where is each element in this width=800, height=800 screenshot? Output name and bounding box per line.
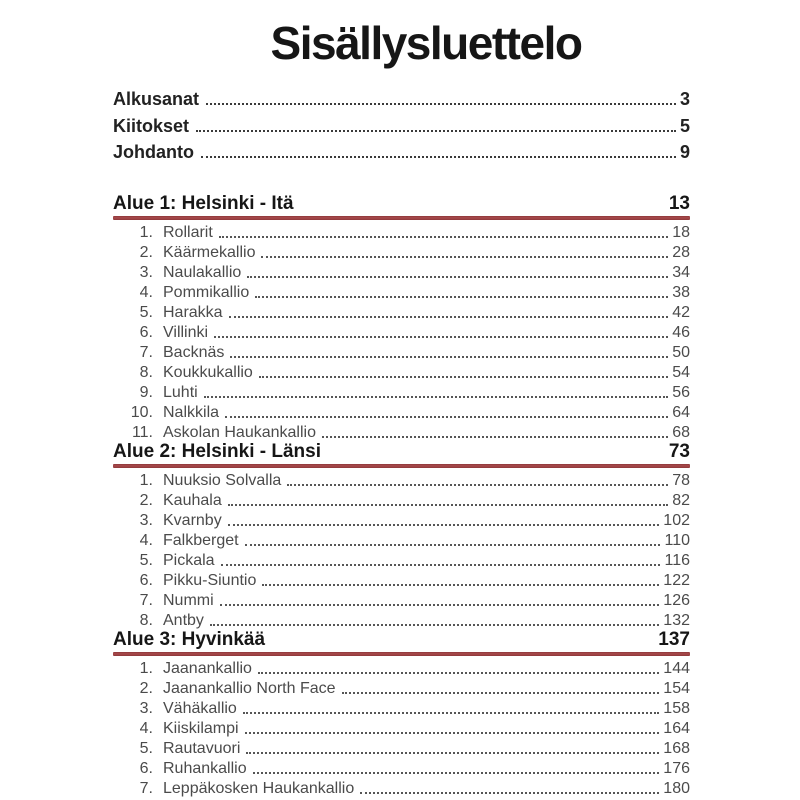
dot-leader [255,296,668,298]
item-title: Naulakallio [163,263,242,281]
item-number: 3. [139,263,153,281]
dot-leader [245,544,661,546]
section-title: Alue 3: Hyvinkää [113,628,266,650]
toc-item-row [113,530,690,550]
toc-item-row [113,322,690,342]
item-number: 6. [139,571,153,589]
item-page-number: 102 [663,511,690,529]
front-matter-page-number: 9 [679,141,690,162]
item-title: Ruhankallio [163,759,247,777]
toc-item-row [113,282,690,302]
item-number: 5. [139,303,153,321]
dot-leader [219,236,668,238]
section-page-number: 13 [668,192,690,214]
item-title: Harakka [163,303,223,321]
dot-leader [196,130,676,132]
toc-item-row [113,718,690,738]
item-title: Kiiskilampi [163,719,239,737]
section-item-list [113,222,690,442]
toc-item-row [113,402,690,422]
dot-leader [206,103,676,105]
section-page-number: 73 [668,440,690,462]
item-number: 3. [139,511,153,529]
toc-item-row [113,570,690,590]
item-page-number: 18 [672,223,690,241]
dot-leader [261,256,668,258]
item-page-number: 50 [672,343,690,361]
item-number: 2. [139,491,153,509]
item-title: Leppäkosken Haukankallio [163,779,355,797]
item-number: 7. [139,591,153,609]
item-title: Käärmekallio [163,243,256,261]
item-page-number: 122 [663,571,690,589]
dot-leader [247,276,668,278]
item-number: 8. [139,611,153,629]
item-number: 4. [139,531,153,549]
item-page-number: 42 [672,303,690,321]
item-page-number: 34 [672,263,690,281]
dot-leader [210,624,659,626]
item-page-number: 68 [672,423,690,441]
item-title: Koukkukallio [163,363,253,381]
section-title: Alue 2: Helsinki - Länsi [113,440,321,462]
toc-item-row [113,470,690,490]
dot-leader [201,156,676,158]
item-page-number: 56 [672,383,690,401]
dot-leader [221,564,661,566]
toc-item-row [113,302,690,322]
section-header [113,192,690,214]
front-matter-label: Johdanto [113,141,194,162]
item-title: Villinki [163,323,209,341]
item-title: Backnäs [163,343,225,361]
front-matter-row [113,137,690,163]
section-divider-rule [113,216,690,220]
item-number: 11. [131,423,153,441]
front-matter-list [113,84,690,163]
item-title: Rollarit [163,223,213,241]
toc-item-row [113,738,690,758]
front-matter-row [113,110,690,136]
dot-leader [214,336,668,338]
toc-item-row [113,422,690,442]
front-matter-page-number: 3 [679,89,690,110]
section-divider-rule [113,652,690,656]
dot-leader [253,772,660,774]
section-header [113,440,690,462]
page-title: Sisällysluettelo [270,17,582,69]
toc-item-row [113,382,690,402]
item-number: 7. [139,343,153,361]
section-title: Alue 1: Helsinki - Itä [113,192,294,214]
section-item-list [113,470,690,630]
item-page-number: 54 [672,363,690,381]
item-title: Luhti [163,383,198,401]
dot-leader [243,712,659,714]
dot-leader [287,484,668,486]
toc-item-row [113,778,690,798]
dot-leader [228,504,668,506]
item-page-number: 116 [664,551,690,569]
section-page-number: 137 [658,628,690,650]
dot-leader [322,436,668,438]
item-title: Pommikallio [163,283,250,301]
section-header [113,628,690,650]
item-number: 5. [139,551,153,569]
item-number: 4. [139,719,153,737]
item-page-number: 28 [672,243,690,261]
item-page-number: 38 [672,283,690,301]
item-number: 8. [139,363,153,381]
item-number: 4. [139,283,153,301]
item-page-number: 82 [672,491,690,509]
item-title: Nalkkila [163,403,220,421]
dot-leader [342,692,660,694]
item-title: Antby [163,611,204,629]
toc-item-row [113,242,690,262]
item-number: 1. [139,659,153,677]
front-matter-label: Alkusanat [113,89,200,110]
item-number: 1. [139,471,153,489]
item-title: Rautavuori [163,739,241,757]
item-page-number: 154 [663,679,690,697]
item-page-number: 144 [663,659,690,677]
item-title: Nuuksio Solvalla [163,471,282,489]
toc-content [113,84,690,798]
toc-item-row [113,490,690,510]
toc-item-row [113,342,690,362]
front-matter-label: Kiitokset [113,115,190,136]
toc-item-row [113,262,690,282]
item-page-number: 168 [663,739,690,757]
toc-section [113,628,690,798]
item-title: Pikku-Siuntio [163,571,257,589]
item-title: Nummi [163,591,214,609]
section-divider-rule [113,464,690,468]
dot-leader [258,672,659,674]
toc-item-row [113,550,690,570]
item-page-number: 164 [663,719,690,737]
item-page-number: 132 [663,611,690,629]
toc-section [113,440,690,630]
item-title: Askolan Haukankallio [163,423,316,441]
item-number: 7. [139,779,153,797]
item-title: Falkberget [163,531,239,549]
item-number: 3. [139,699,153,717]
toc-item-row [113,610,690,630]
item-number: 2. [139,679,153,697]
item-number: 6. [139,323,153,341]
dot-leader [360,792,659,794]
item-number: 10. [130,403,153,421]
item-number: 1. [139,223,153,241]
dot-leader [259,376,668,378]
item-page-number: 126 [663,591,690,609]
dot-leader [229,316,669,318]
item-number: 2. [139,243,153,261]
section-list [113,192,690,798]
front-matter-row [113,84,690,110]
toc-item-row [113,222,690,242]
toc-item-row [113,590,690,610]
item-page-number: 158 [663,699,690,717]
dot-leader [220,604,660,606]
toc-item-row [113,658,690,678]
item-number: 5. [139,739,153,757]
item-page-number: 78 [672,471,690,489]
item-title: Kauhala [163,491,222,509]
item-page-number: 176 [663,759,690,777]
toc-item-row [113,758,690,778]
toc-section [113,192,690,442]
item-page-number: 46 [672,323,690,341]
toc-item-row [113,362,690,382]
dot-leader [228,524,660,526]
item-title: Vähäkallio [163,699,237,717]
toc-item-row [113,510,690,530]
item-title: Kvarnby [163,511,222,529]
item-number: 6. [139,759,153,777]
item-page-number: 64 [672,403,690,421]
item-title: Pickala [163,551,215,569]
dot-leader [204,396,669,398]
dot-leader [246,752,659,754]
toc-item-row [113,698,690,718]
dot-leader [245,732,660,734]
dot-leader [230,356,668,358]
item-page-number: 180 [663,779,690,797]
item-page-number: 110 [664,531,690,549]
front-matter-page-number: 5 [679,115,690,136]
section-item-list [113,658,690,798]
item-title: Jaanankallio North Face [163,679,336,697]
dot-leader [262,584,659,586]
dot-leader [225,416,668,418]
item-number: 9. [139,383,153,401]
toc-item-row [113,678,690,698]
item-title: Jaanankallio [163,659,252,677]
